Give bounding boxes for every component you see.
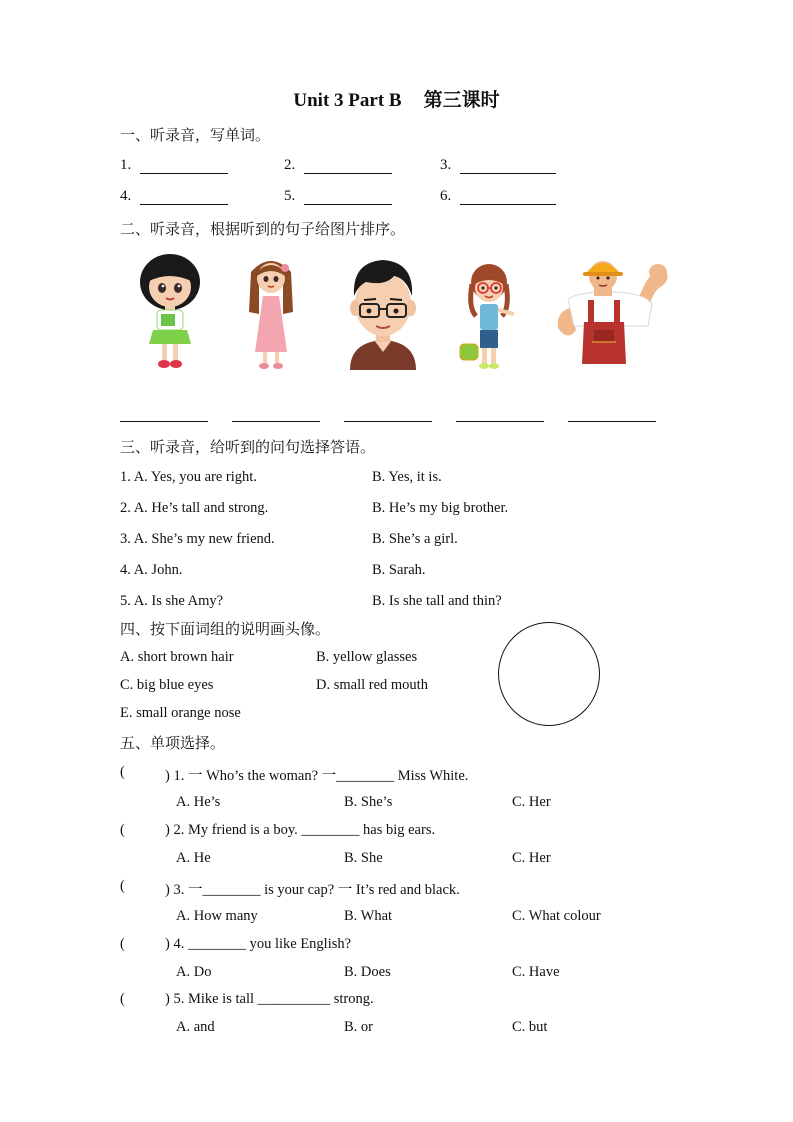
word-blank-5[interactable]	[304, 190, 392, 205]
order-blank-4[interactable]	[456, 421, 544, 422]
section1-heading: 一、听录音，写单词。	[120, 128, 271, 144]
word-blank-4[interactable]	[140, 190, 228, 205]
order-blank-3[interactable]	[344, 421, 432, 422]
girl-brown-hair-pink-dress-image	[243, 252, 299, 374]
question-text: ) 1. 一 Who’s the woman? 一________ Miss White.	[165, 768, 469, 784]
title-lesson: 第三课时	[423, 90, 500, 111]
order-blank-5[interactable]	[568, 421, 656, 422]
choice-c[interactable]: C. Her	[512, 794, 551, 810]
girl-black-hair-image	[135, 252, 205, 374]
answer-option-b: B. She’s a girl.	[372, 531, 458, 547]
section4-heading: 四、按下面词组的说明画头像。	[120, 622, 331, 638]
answer-option-b: B. Is she tall and thin?	[372, 593, 502, 609]
answer-option-b: B. He’s my big brother.	[372, 500, 509, 516]
choice-b[interactable]: B. She	[344, 850, 383, 866]
choice-c[interactable]: C. Her	[512, 850, 551, 866]
title-unit: Unit 3 Part B	[293, 90, 402, 111]
order-blank-2[interactable]	[232, 421, 320, 422]
word-item-5	[284, 188, 295, 205]
answer-option-a: 1. A. Yes, you are right.	[120, 469, 257, 485]
choice-b[interactable]: B. Does	[344, 964, 391, 980]
word-item-number: 5.	[284, 188, 296, 204]
choice-b[interactable]: B. or	[344, 1019, 373, 1035]
question-paren[interactable]: (	[120, 991, 125, 1007]
word-item-4	[120, 188, 131, 205]
choice-a[interactable]: A. He	[176, 850, 211, 866]
boy-with-glasses-image	[346, 256, 420, 370]
choice-c[interactable]: C. What colour	[512, 908, 601, 924]
section3-heading: 三、听录音，给听到的问句选择答语。	[120, 440, 376, 456]
word-item-number: 4.	[120, 188, 132, 204]
choice-a[interactable]: A. How many	[176, 908, 258, 924]
draw-instruction: C. big blue eyes	[120, 677, 214, 693]
question-text: ) 4. ________ you like English?	[165, 936, 352, 952]
draw-instruction: A. short brown hair	[120, 649, 234, 665]
choice-a[interactable]: A. He’s	[176, 794, 221, 810]
answer-option-a: 2. A. He’s tall and strong.	[120, 500, 269, 516]
word-item-number: 6.	[440, 188, 452, 204]
word-item-3	[440, 157, 451, 174]
choice-a[interactable]: A. Do	[176, 964, 212, 980]
question-paren[interactable]: (	[120, 822, 125, 838]
choice-c[interactable]: C. but	[512, 1019, 548, 1035]
question-paren[interactable]: (	[120, 764, 125, 780]
question-text: ) 3. 一________ is your cap? 一 It’s red and black.	[165, 882, 460, 898]
choice-c[interactable]: C. Have	[512, 964, 560, 980]
section5-heading: 五、单项选择。	[120, 736, 226, 752]
choice-a[interactable]: A. and	[176, 1019, 215, 1035]
question-paren[interactable]: (	[120, 878, 125, 894]
word-item-number: 2.	[284, 157, 296, 173]
section2-heading: 二、听录音，根据听到的句子给图片排序。	[120, 222, 406, 238]
draw-instruction: D. small red mouth	[316, 677, 428, 693]
girl-pigtails-glasses-image	[458, 258, 520, 374]
answer-option-a: 3. A. She’s my new friend.	[120, 531, 275, 547]
word-item-6	[440, 188, 451, 205]
word-blank-1[interactable]	[140, 159, 228, 174]
draw-instruction: B. yellow glasses	[316, 649, 418, 665]
word-item-1	[120, 157, 131, 174]
order-blank-1[interactable]	[120, 421, 208, 422]
word-blank-3[interactable]	[460, 159, 556, 174]
word-item-number: 1.	[120, 157, 132, 173]
question-paren[interactable]: (	[120, 936, 125, 952]
choice-b[interactable]: B. What	[344, 908, 393, 924]
strong-worker-image	[554, 256, 672, 364]
page-title	[0, 85, 793, 112]
question-text: ) 5. Mike is tall __________ strong.	[165, 991, 374, 1007]
choice-b[interactable]: B. She’s	[344, 794, 393, 810]
draw-instruction: E. small orange nose	[120, 705, 241, 721]
answer-option-b: B. Sarah.	[372, 562, 426, 578]
word-blank-6[interactable]	[460, 190, 556, 205]
word-item-number: 3.	[440, 157, 452, 173]
answer-option-a: 4. A. John.	[120, 562, 183, 578]
answer-option-a: 5. A. Is she Amy?	[120, 593, 224, 609]
word-item-2	[284, 157, 295, 174]
drawing-circle[interactable]	[498, 622, 600, 726]
word-blank-2[interactable]	[304, 159, 392, 174]
question-text: ) 2. My friend is a boy. ________ has big ears.	[165, 822, 436, 838]
answer-option-b: B. Yes, it is.	[372, 469, 442, 485]
